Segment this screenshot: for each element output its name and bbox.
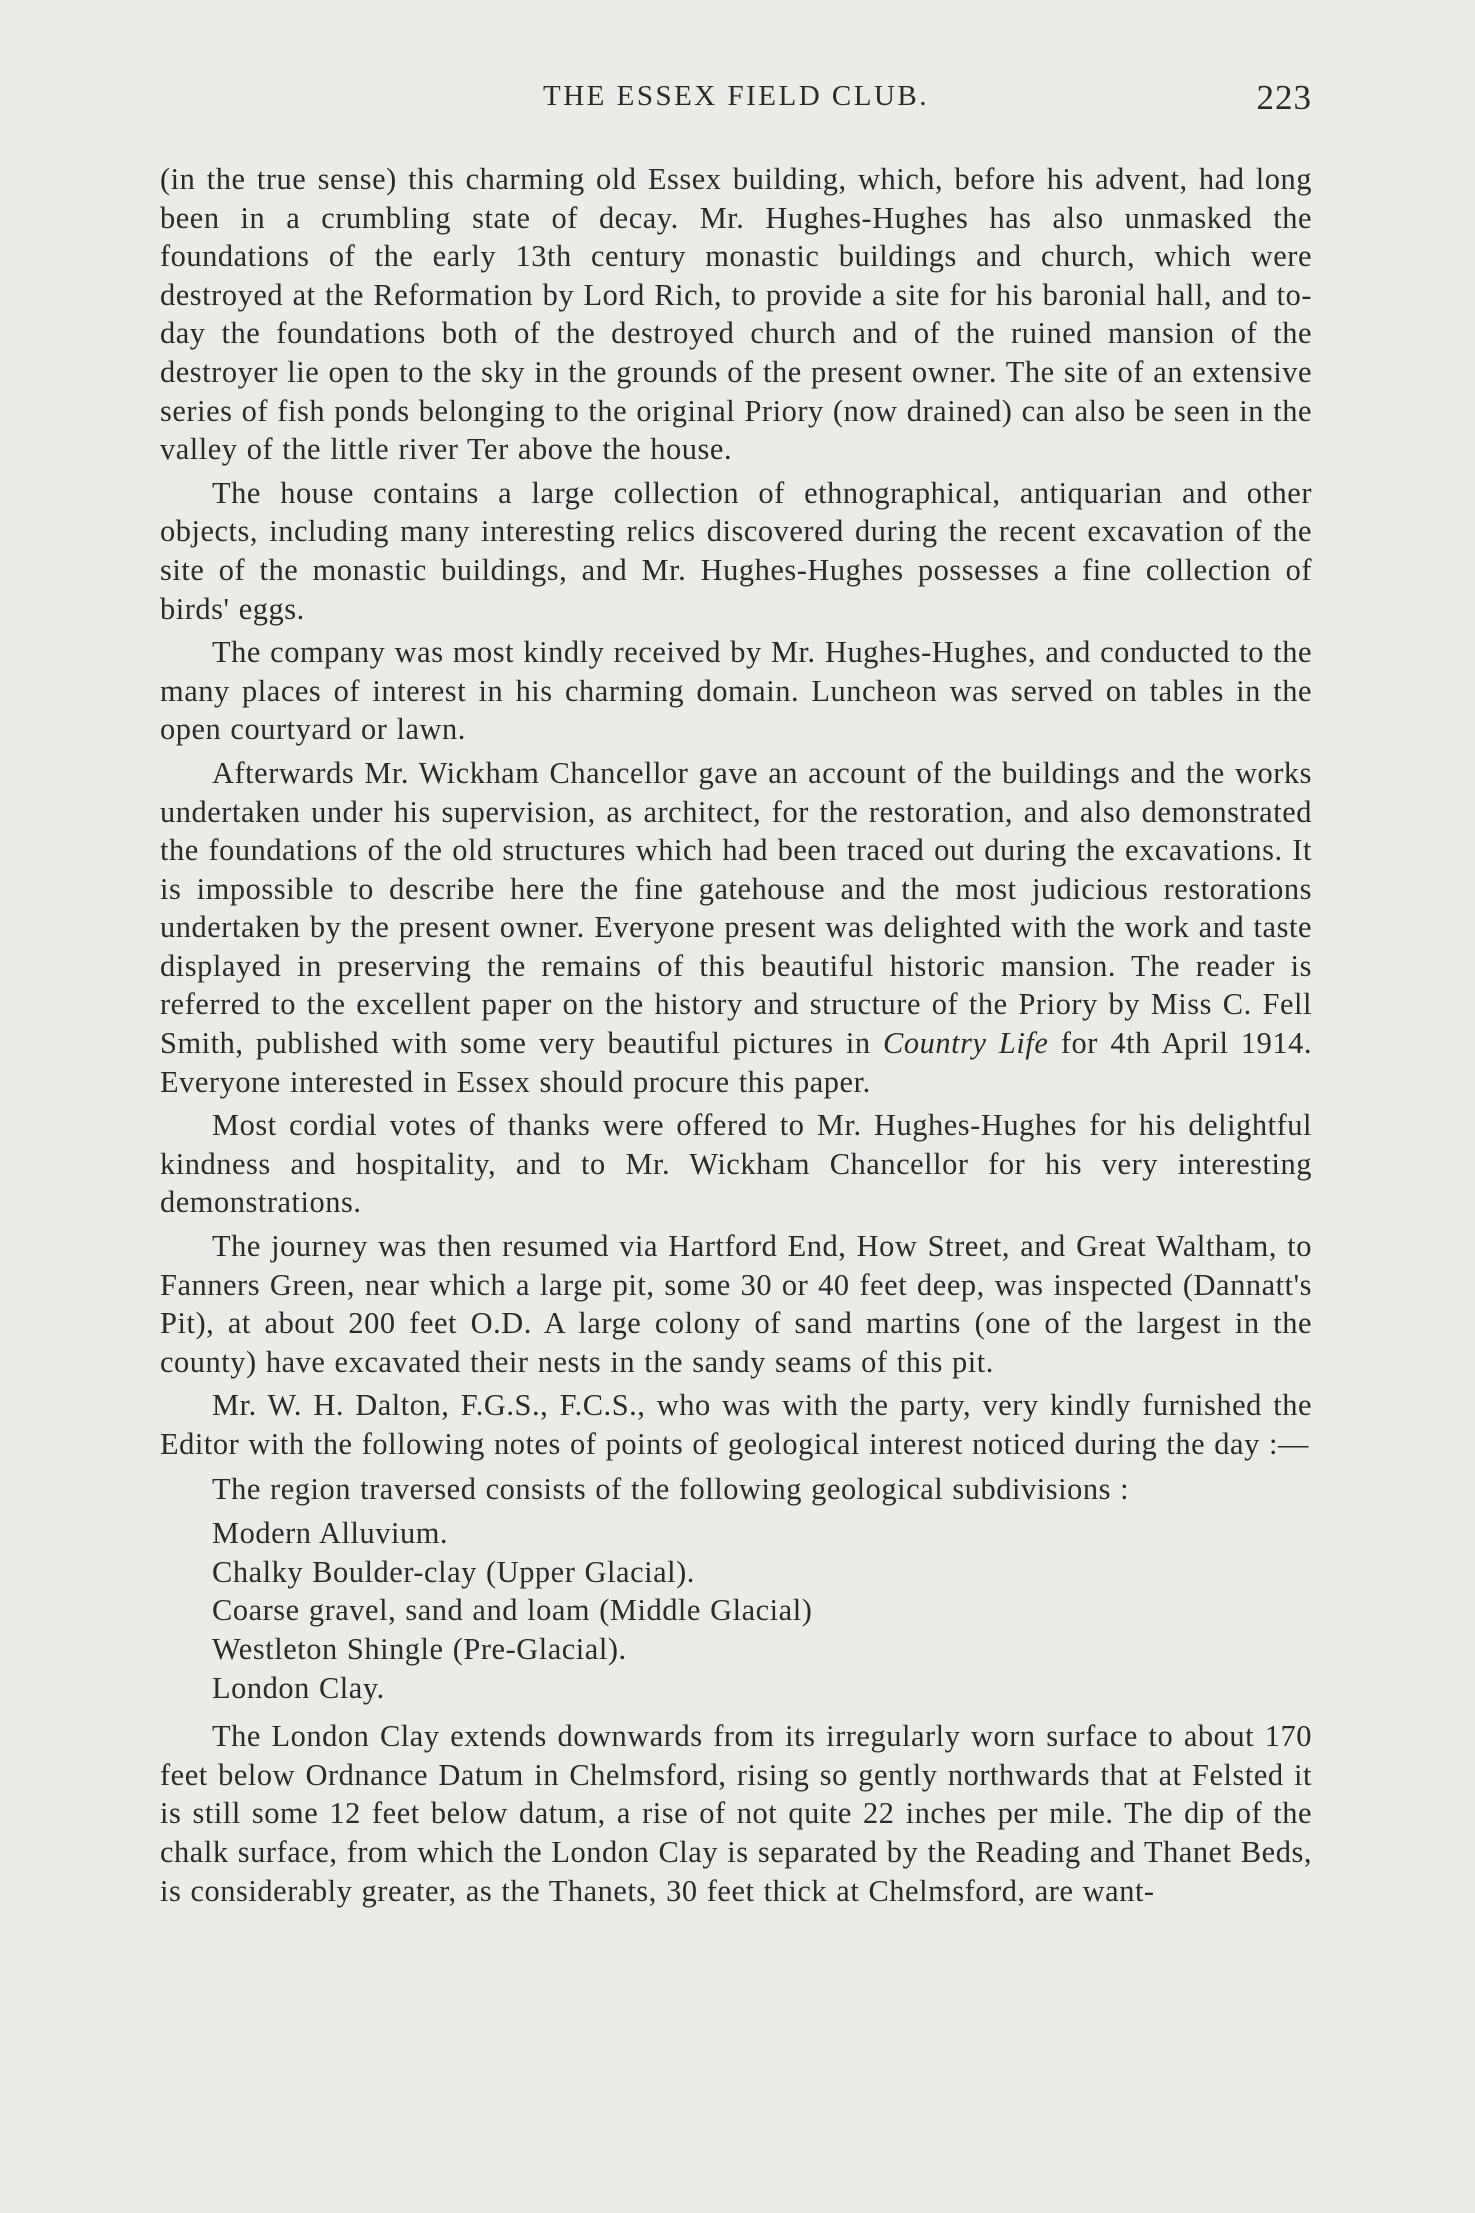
body-text	[160, 160, 1312, 1910]
running-title: THE ESSEX FIELD CLUB.	[543, 80, 929, 112]
paragraph-votes-of-thanks: Most cordial votes of thanks were offered to Mr. Hughes-Hughes for his delightful kindness and hospitality, and to Mr. Wickham Chancellor for his very interesting demonstrations.	[160, 1108, 1312, 1220]
subdivision-item: London Clay.	[212, 1670, 385, 1705]
paragraph-company-received: The company was most kindly received by Mr. Hughes-Hughes, and conducted to the many places of interest in his charming domain. Luncheon was served on tables in the open courtyard or lawn.	[160, 635, 1312, 747]
chancellor-account-text: Afterwards Mr. Wickham Chancellor gave an account of the buildings and the works undertaken under his supervision, as architect, for the restoration, and also demonstrated the foundations of the old structures which had been traced out during the excavations. It is impossible to describe here the fine gatehouse and the most judicious restorations undertaken by the present owner. Everyone present was delighted with the work and taste displayed in preserving the remains of this beautiful historic mansion. The reader is referred to the excellent paper on the history and structure of the Priory by Miss C. Fell Smith, published with some very beautiful pictures in	[160, 755, 1312, 1061]
paragraph-dalton-notes: Mr. W. H. Dalton, F.G.S., F.C.S., who was with the party, very kindly furnished the Editor with the following notes of points of geological interest noticed during the day :—	[160, 1388, 1312, 1461]
country-life-title: Country Life	[883, 1026, 1049, 1061]
paragraph-chancellor-account	[160, 754, 1312, 1101]
geological-subdivisions-list	[212, 1514, 1312, 1707]
subdivision-item: Westleton Shingle (Pre-Glacial).	[212, 1631, 627, 1666]
paragraph-house-collection: The house contains a large collection of ethnographical, antiquarian and other objects, including many interesting relics discovered during the recent excavation of the site of the monastic buildings, and Mr. Hughes-Hughes possesses a fine collection of birds' eggs.	[160, 475, 1312, 626]
subdivision-item: Chalky Boulder-clay (Upper Glacial).	[212, 1554, 695, 1589]
subdivisions-intro: The region traversed consists of the following geological subdivisions :	[212, 1471, 1130, 1506]
subdivision-item: Modern Alluvium.	[212, 1516, 449, 1551]
page-number: 223	[1256, 78, 1312, 117]
paragraph-london-clay: The London Clay extends downwards from its irregularly worn surface to about 170 feet below Ordnance Datum in Chelmsford, rising so gently northwards that at Felsted it is still some 12 feet below datum, a rise of not quite 22 inches per mile. The dip of the chalk surface, from which the London Clay is separated by the Reading and Thanet Beds, is considerably greater, as the Thanets, 30 feet thick at Chelmsford, are want-	[160, 1719, 1312, 1908]
running-head	[160, 78, 1312, 122]
subdivision-item: Coarse gravel, sand and loam (Middle Glacial)	[212, 1593, 813, 1628]
paragraph-journey-resumed: The journey was then resumed via Hartford End, How Street, and Great Waltham, to Fanners Green, near which a large pit, some 30 or 40 feet deep, was inspected (Dannatt's Pit), at about 200 feet O.D. A large colony of sand martins (one of the largest in the county) have excavated their nests in the sandy seams of this pit.	[160, 1229, 1312, 1379]
paragraph-priory-restoration: (in the true sense) this charming old Essex building, which, before his advent, had long been in a crumbling state of decay. Mr. Hughes-Hughes has also unmasked the foundations of the early 13th century monastic buildings and church, which were destroyed at the Reformation by Lord Rich, to provide a site for his baronial hall, and to-day the foundations both of the destroyed church and of the ruined mansion of the destroyer lie open to the sky in the grounds of the present owner. The site of an extensive series of fish ponds belonging to the original Priory (now drained) can also be seen in the valley of the little river Ter above the house.	[160, 162, 1312, 467]
chancellor-account-end: for 4th April 1914. Everyone interested in Essex should procure this paper.	[160, 1026, 1312, 1099]
